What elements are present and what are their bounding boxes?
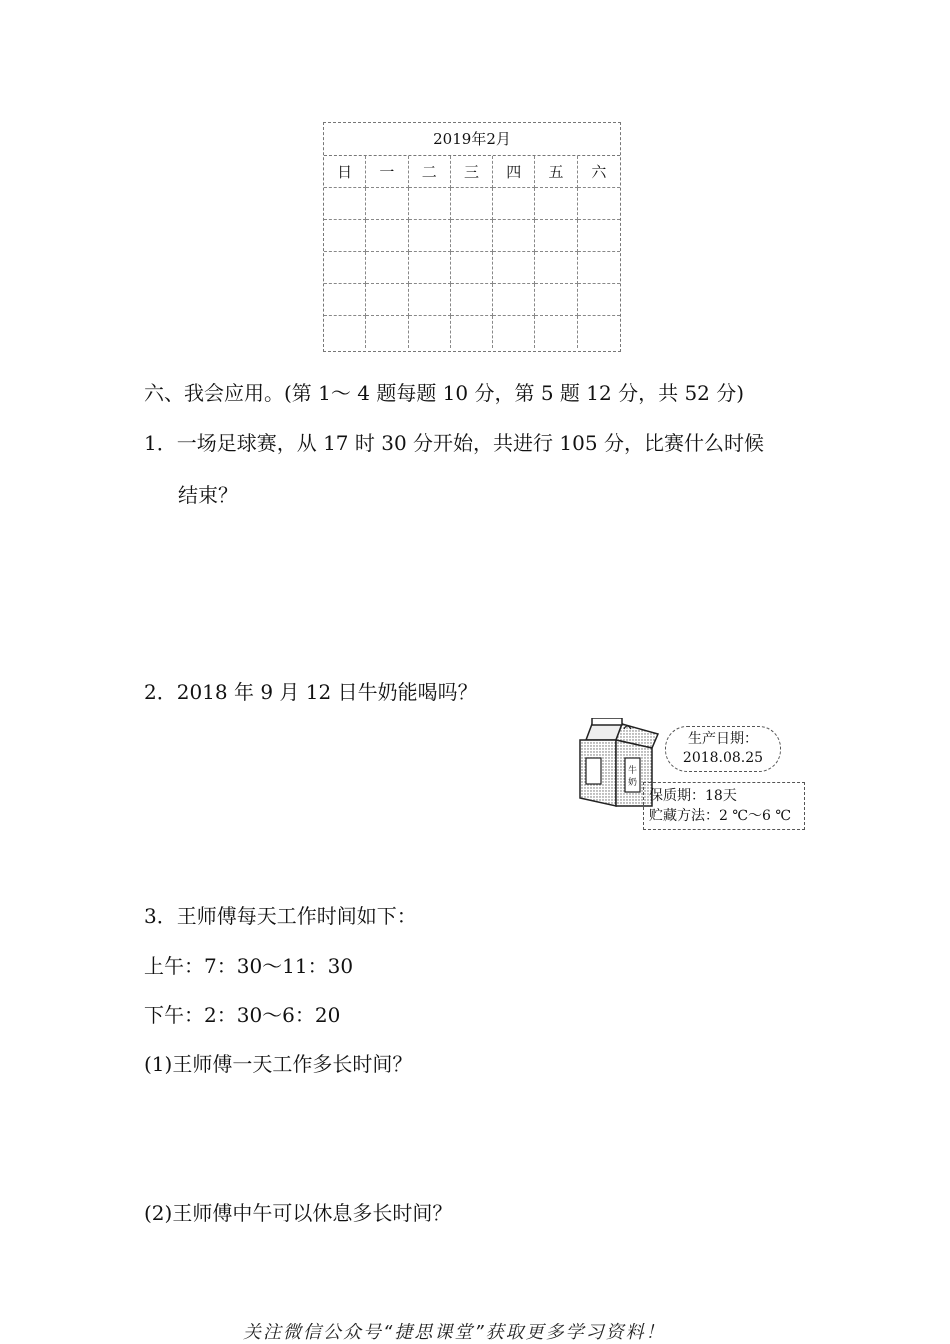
calendar-day-cell — [409, 284, 451, 316]
shelf-life-info-box — [643, 782, 805, 830]
calendar-day-cell — [451, 284, 493, 316]
production-date-label: 生产日期： — [688, 731, 758, 747]
footer-note: 关注微信公众号“捷思课堂”获取更多学习资料！ — [243, 1322, 666, 1343]
calendar-day-cell — [493, 316, 535, 348]
morning-hours: 上午：7：30～11：30 — [144, 954, 354, 978]
calendar-grid — [324, 156, 620, 188]
question-3-sub-2: (2)王师傅中午可以休息多长时间？ — [144, 1201, 453, 1225]
calendar-day-cell — [578, 284, 620, 316]
calendar-day-cell — [366, 316, 408, 348]
calendar-day-cell — [324, 284, 366, 316]
calendar-day-cell — [535, 316, 577, 348]
calendar-day-cell — [578, 188, 620, 220]
question-1-line-1: 1．一场足球赛，从 17 时 30 分开始，共进行 105 分，比赛什么时候 — [144, 431, 764, 455]
carton-label-char-1: 牛 — [627, 766, 638, 776]
afternoon-hours: 下午：2：30～6：20 — [144, 1003, 341, 1027]
weekday-header: 一 — [366, 156, 408, 188]
calendar-day-cell — [366, 252, 408, 284]
calendar-day-cell — [324, 220, 366, 252]
calendar-day-cell — [409, 188, 451, 220]
calendar-day-cell — [578, 252, 620, 284]
calendar-day-cell — [535, 220, 577, 252]
calendar-day-cell — [535, 284, 577, 316]
calendar-day-cell — [535, 188, 577, 220]
calendar-day-cell — [493, 220, 535, 252]
storage-method-text: 贮藏方法：2 ℃～6 ℃ — [649, 808, 792, 824]
calendar-day-cell — [324, 252, 366, 284]
weekday-header: 三 — [451, 156, 493, 188]
calendar-day-cell — [409, 220, 451, 252]
calendar-day-cell — [493, 284, 535, 316]
section-heading: 六、我会应用。(第 1～ 4 题每题 10 分，第 5 题 12 分，共 52 分) — [144, 381, 745, 405]
weekday-header: 六 — [578, 156, 620, 188]
carton-label-char-2: 奶 — [627, 778, 638, 788]
calendar-day-cell — [366, 188, 408, 220]
calendar-title: 2019年2月 — [324, 123, 620, 156]
calendar-day-cell — [451, 316, 493, 348]
calendar-day-cell — [535, 252, 577, 284]
calendar-day-cell — [366, 220, 408, 252]
calendar-day-cell — [409, 252, 451, 284]
weekday-header: 五 — [535, 156, 577, 188]
calendar-day-cell — [578, 316, 620, 348]
calendar-table — [323, 122, 621, 352]
calendar-day-cell — [324, 188, 366, 220]
calendar-blank-cells — [324, 188, 620, 348]
weekday-header: 二 — [409, 156, 451, 188]
question-2-text: 2．2018 年 9 月 12 日牛奶能喝吗？ — [144, 680, 478, 704]
production-date-bubble — [665, 726, 781, 772]
calendar-day-cell — [451, 188, 493, 220]
calendar-day-cell — [451, 252, 493, 284]
calendar-day-cell — [366, 284, 408, 316]
production-date-value: 2018.08.25 — [682, 750, 764, 766]
calendar-day-cell — [451, 220, 493, 252]
calendar-day-cell — [578, 220, 620, 252]
calendar-day-cell — [324, 316, 366, 348]
calendar-day-cell — [493, 188, 535, 220]
weekday-header: 日 — [324, 156, 366, 188]
calendar-day-cell — [409, 316, 451, 348]
shelf-life-text: 保质期：18天 — [649, 788, 737, 804]
question-1-line-2: 结束？ — [178, 483, 238, 507]
question-3-sub-1: (1)王师傅一天工作多长时间？ — [144, 1052, 413, 1076]
weekday-header: 四 — [493, 156, 535, 188]
calendar-day-cell — [493, 252, 535, 284]
question-3-text: 3．王师傅每天工作时间如下： — [144, 904, 417, 928]
